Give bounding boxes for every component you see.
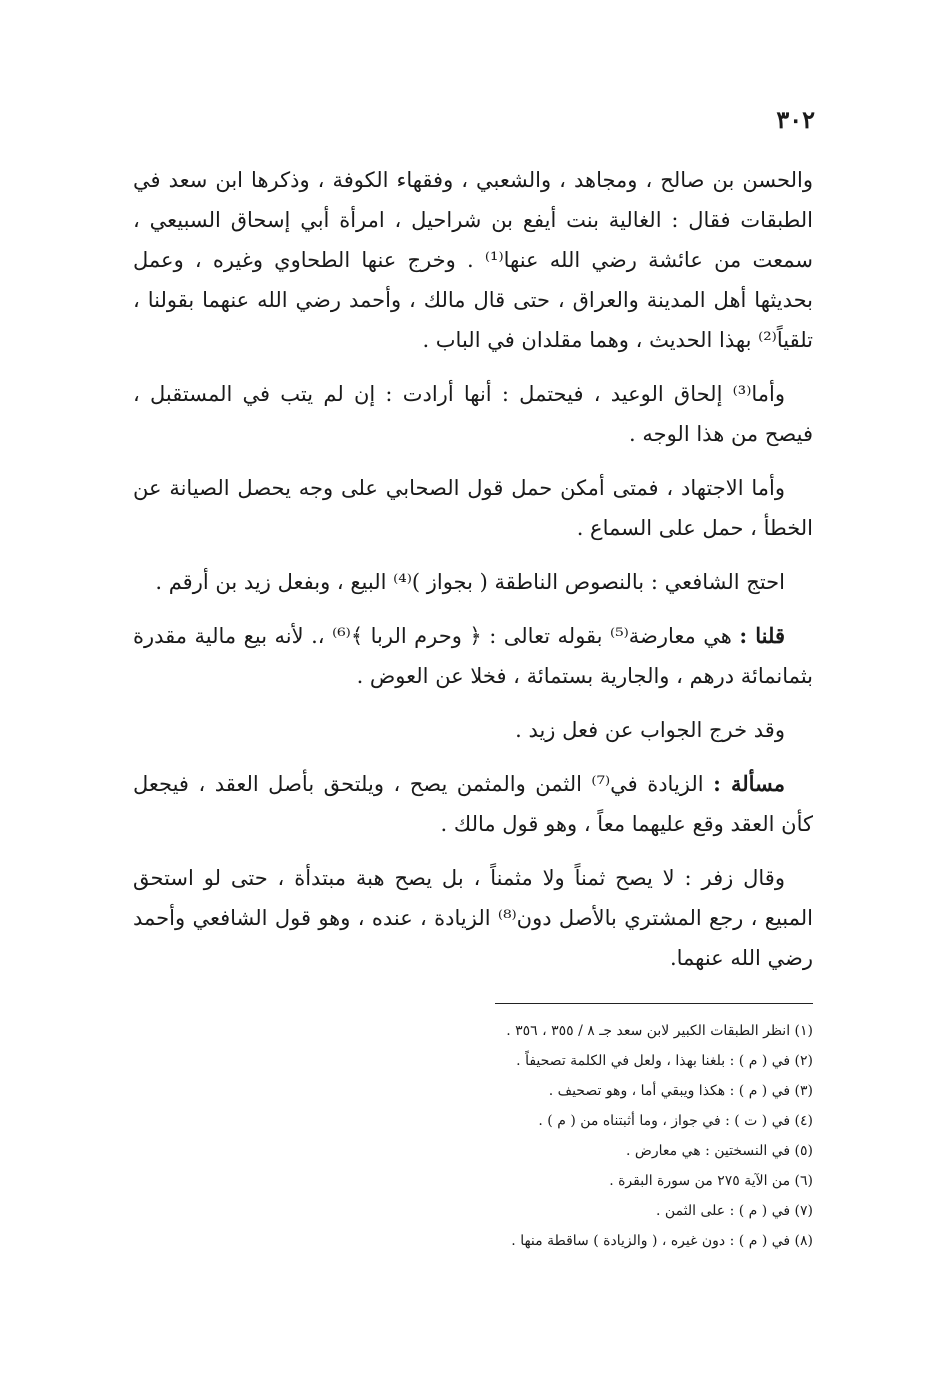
footnote-8: (٨) في ( م ) : دون غيره ، ( والزيادة ) ساقطة منها . bbox=[511, 1233, 813, 1249]
paragraph-6: وقد خرج الجواب عن فعل زيد . bbox=[515, 718, 785, 742]
footnote-7: (٧) في ( م ) : على الثمن . bbox=[656, 1203, 813, 1219]
paragraph-2: وأما⁽³⁾ إلحاق الوعيد ، فيحتمل : أنها أرادت : إن لم يتب في المستقبل ، فيصح من هذا الوجه . bbox=[133, 382, 813, 446]
footnote-divider bbox=[495, 1003, 813, 1004]
paragraph-3: وأما الاجتهاد ، فمتى أمكن حمل قول الصحابي على وجه يحصل الصيانة عن الخطأ ، حمل على السماع . bbox=[133, 476, 813, 540]
footnote-4: (٤) في ( ت ) : في جواز ، وما أثبتناه من ( م ) . bbox=[538, 1113, 813, 1129]
paragraph-7 bbox=[133, 764, 813, 844]
paragraph-8: وقال زفر : لا يصح ثمناً ولا مثمناً ، بل يصح هبة مبتدأة ، حتى لو استحق المبيع ، رجع المشتري بالأصل دون⁽⁸⁾ الزيادة ، عنده ، وهو قول الشافعي وأحمد رضي الله عنهما. bbox=[133, 866, 813, 970]
paragraph-5 bbox=[133, 616, 813, 696]
paragraph-1: والحسن بن صالح ، ومجاهد ، والشعبي ، وفقهاء الكوفة ، وذكرها ابن سعد في الطبقات فقال : الغالية بنت أيفع بن شراحيل ، امرأة أبي إسحاق السبيعي ، سمعت من عائشة رضي الله عنها⁽¹⁾ . وخرج عنها الطحاوي وغيره ، وعمل بحديثها أهل المدينة والعراق ، حتى قال مالك ، وأحمد رضي الله عنهما بقولنا ، تلقياً⁽²⁾ بهذا الحديث ، وهما مقلدان في الباب . bbox=[133, 168, 813, 352]
paragraph-5-text: هي معارضة⁽⁵⁾ بقوله تعالى : ﴿ وحرم الربا ﴾⁽⁶⁾ ،. لأنه بيع مالية مقدرة بثمانمائة درهم ، والجارية بستمائة ، فخلا عن العوض . bbox=[133, 624, 813, 688]
paragraph-5-lead: قلنا : bbox=[739, 623, 785, 648]
footnote-1: (١) انظر الطبقات الكبير لابن سعد جـ ٨ / ٣٥٥ ، ٣٥٦ . bbox=[506, 1023, 813, 1039]
footnote-3: (٣) في ( م ) : هكذا ويبقي أما ، وهو تصحيف . bbox=[548, 1083, 813, 1099]
footnote-2: (٢) في ( م ) : بلغنا بهذا ، ولعل في الكلمة تصحيفاً . bbox=[516, 1053, 813, 1069]
paragraph-7-lead: مسألة : bbox=[713, 771, 785, 796]
main-text bbox=[133, 160, 813, 992]
paragraph-7-text: الزيادة في⁽⁷⁾ الثمن والمثمن يصح ، ويلتحق بأصل العقد ، فيجعل كأن العقد وقع عليهما معاً ، وهو قول مالك . bbox=[133, 772, 813, 836]
paragraph-4: احتج الشافعي : بالنصوص الناطقة ( بجواز )⁽⁴⁾ البيع ، وبفعل زيد بن أرقم . bbox=[155, 570, 785, 594]
footnote-6: (٦) من الآية ٢٧٥ من سورة البقرة . bbox=[609, 1173, 813, 1189]
footnotes bbox=[313, 1016, 813, 1256]
page-number: ٣٠٢ bbox=[776, 105, 815, 134]
footnote-5: (٥) في النسختين : هي معارض . bbox=[626, 1143, 813, 1159]
